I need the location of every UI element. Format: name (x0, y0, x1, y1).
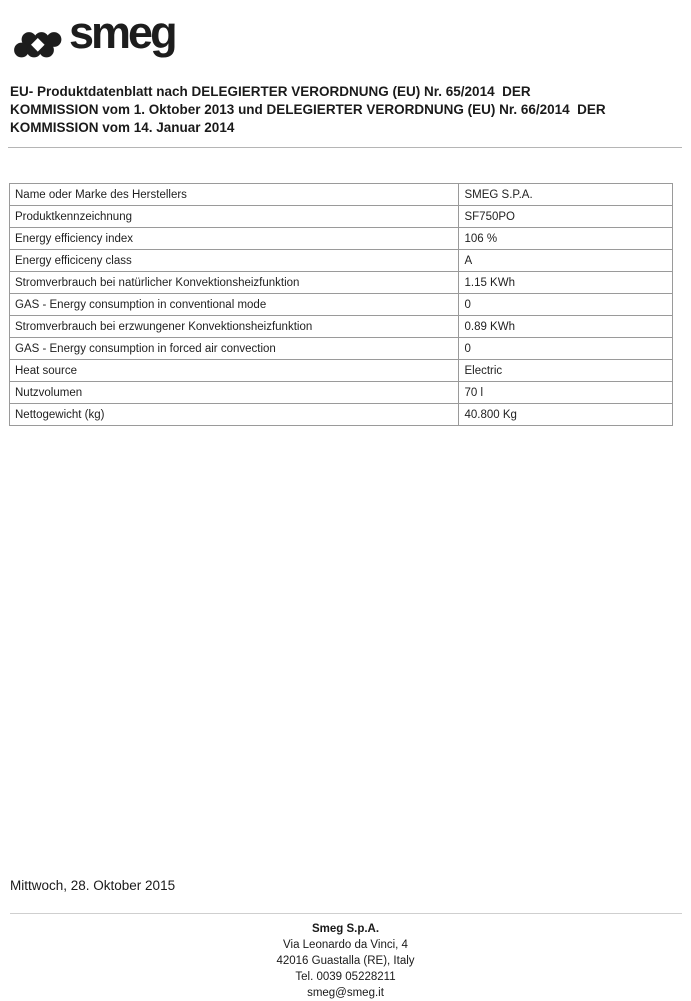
page-title-line-3: KOMMISSION vom 14. Januar 2014 (10, 120, 235, 135)
spec-label: Produktkennzeichnung (10, 206, 459, 228)
table-row (10, 382, 673, 404)
date-line: Mittwoch, 28. Oktober 2015 (10, 878, 176, 893)
spec-value: SF750PO (459, 206, 673, 228)
footer (0, 921, 691, 1001)
footer-phone: Tel. 0039 05228211 (295, 971, 396, 983)
table-row (10, 228, 673, 250)
footer-address-line1: Via Leonardo da Vinci, 4 (283, 939, 408, 951)
table-row (10, 272, 673, 294)
page-title (10, 83, 682, 137)
spec-label: GAS - Energy consumption in forced air convection (10, 338, 459, 360)
spec-label: Energy efficiceny class (10, 250, 459, 272)
spec-label: Nutzvolumen (10, 382, 459, 404)
table-row (10, 206, 673, 228)
smeg-logo-text: smeg (69, 7, 175, 58)
footer-company: Smeg S.p.A. (311, 923, 380, 935)
spec-label: Stromverbrauch bei erzwungener Konvektionsheizfunktion (10, 316, 459, 338)
footer-email: smeg@smeg.it (307, 987, 384, 999)
table-row (10, 338, 673, 360)
footer-address-line2: 42016 Guastalla (RE), Italy (276, 955, 415, 967)
spec-value: 0 (459, 338, 673, 360)
spec-label: Energy efficiency index (10, 228, 459, 250)
table-row (10, 184, 673, 206)
spec-value: A (459, 250, 673, 272)
page-title-line-2: KOMMISSION vom 1. Oktober 2013 und DELEGIERTER VERORDNUNG (EU) Nr. 66/2014 DER (10, 102, 606, 117)
spec-value: 40.800 Kg (459, 404, 673, 426)
product-spec-table (9, 183, 673, 426)
spec-label: Nettogewicht (kg) (10, 404, 459, 426)
spec-value: 0.89 KWh (459, 316, 673, 338)
spec-label: GAS - Energy consumption in conventional mode (10, 294, 459, 316)
spec-label: Heat source (10, 360, 459, 382)
heading-divider (8, 147, 682, 148)
table-row (10, 294, 673, 316)
spec-value: 106 % (459, 228, 673, 250)
spec-value: 0 (459, 294, 673, 316)
spec-value: 70 l (459, 382, 673, 404)
spec-value: Electric (459, 360, 673, 382)
spec-value: 1.15 KWh (459, 272, 673, 294)
spec-label: Name oder Marke des Herstellers (10, 184, 459, 206)
page-title-line-1: EU- Produktdatenblatt nach DELEGIERTER VERORDNUNG (EU) Nr. 65/2014 DER (10, 84, 531, 99)
spec-value: SMEG S.P.A. (459, 184, 673, 206)
spec-label: Stromverbrauch bei natürlicher Konvektionsheizfunktion (10, 272, 459, 294)
table-row (10, 360, 673, 382)
table-row (10, 250, 673, 272)
table-row (10, 404, 673, 426)
table-row (10, 316, 673, 338)
smeg-logo-dots-icon (13, 29, 65, 60)
footer-divider (10, 913, 682, 914)
